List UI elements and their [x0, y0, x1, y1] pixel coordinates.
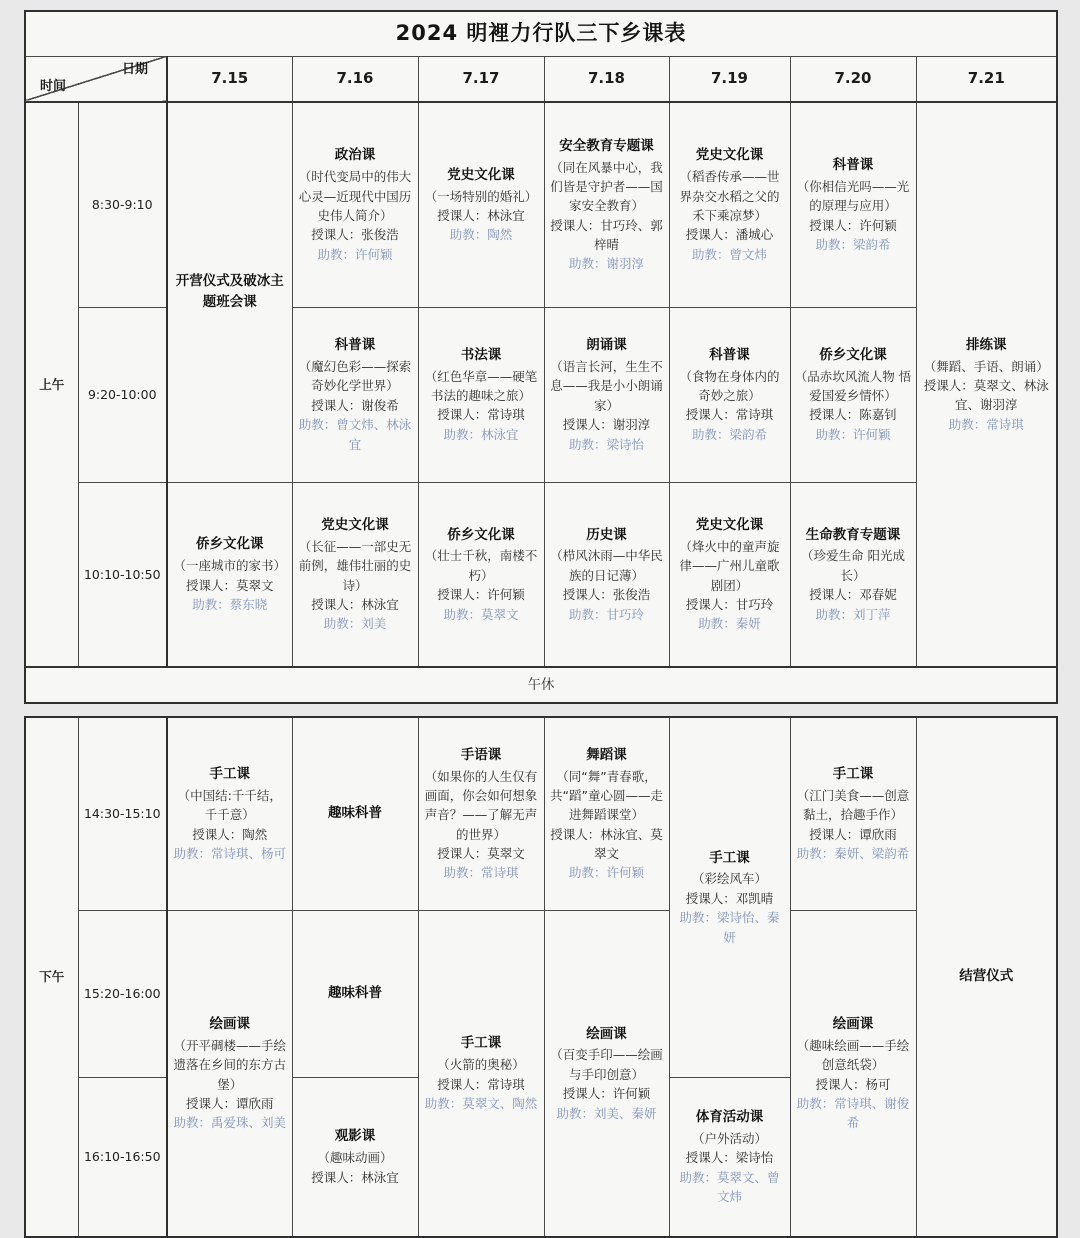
- teacher-line: 授课人：邓春妮: [809, 587, 897, 603]
- class-cell: [167, 910, 292, 1237]
- assistant-line: 助教：谢羽淳: [568, 256, 644, 272]
- class-cell: [669, 717, 790, 1077]
- assistant-line: 助教：梁诗怡: [568, 436, 644, 452]
- assistant-line: 助教：秦妍: [698, 616, 761, 632]
- teacher-line: 授课人：甘巧玲: [685, 596, 774, 612]
- class-title: 结营仪式: [959, 968, 1014, 985]
- class-cell: [418, 307, 544, 482]
- class-title: 生命教育专题课: [805, 526, 901, 543]
- class-cell: [790, 717, 916, 910]
- class-cell: [669, 307, 790, 482]
- assistant-line: 助教：禹爱珠、刘美: [173, 1115, 286, 1131]
- class-topic: （火箭的奥秘）: [437, 1057, 525, 1073]
- class-title: 党史文化课: [695, 147, 764, 164]
- class-title: 侨乡文化课: [196, 536, 264, 553]
- teacher-line: 授课人：陶然: [192, 826, 268, 842]
- teacher-line: 授课人：谭欣雨: [185, 1095, 274, 1111]
- class-title: 体育活动课: [695, 1109, 764, 1126]
- assistant-line: 助教：梁韵希: [691, 426, 767, 442]
- teacher-line: 授课人：许何颖: [437, 587, 525, 603]
- lunch-break-row: 午休: [25, 667, 1057, 703]
- class-topic: （江门美食——创意黏土，拾趣手作）: [796, 787, 910, 823]
- class-topic: （彩绘风车）: [691, 871, 767, 887]
- class-topic: （一场特别的婚礼）: [424, 188, 538, 204]
- class-topic: （开平碉楼——手绘遗落在乡间的东方古堡）: [173, 1037, 286, 1092]
- class-topic: （如果你的人生仅有画面，你会如何想象声音？——了解无声的世界）: [424, 768, 538, 842]
- class-title: 开营仪式及破冰主题班会课: [175, 272, 284, 310]
- class-topic: （同在风暴中心，我们皆是守护者——国家安全教育）: [550, 159, 663, 214]
- time-label: 时间: [40, 78, 67, 94]
- class-cell: [916, 102, 1057, 667]
- teacher-line: 授课人：林泳宜: [311, 596, 399, 612]
- morning-schedule-table: [24, 10, 1058, 704]
- class-topic: （珍爱生命 阳光成长）: [801, 548, 905, 583]
- assistant-line: 助教：甘巧玲: [568, 606, 644, 622]
- day-header: 7.17: [418, 56, 544, 102]
- class-topic: （长征——一部史无前例，雄伟壮丽的史诗）: [298, 538, 412, 593]
- page-title: 2024 明裡力行队三下乡课表: [25, 11, 1057, 56]
- class-cell: [544, 717, 669, 910]
- class-topic: （栉风沐雨—中华民族的日记薄）: [550, 548, 663, 583]
- assistant-line: 助教：梁诗怡、秦妍: [679, 910, 780, 945]
- class-cell: [790, 102, 916, 307]
- assistant-line: 助教：常诗琪、谢俊希: [796, 1095, 910, 1131]
- class-topic: （趣味绘画——手绘创意纸袋）: [796, 1037, 910, 1073]
- teacher-line: 授课人：甘巧玲、郭梓晴: [550, 217, 663, 253]
- class-topic: （魔幻色彩——探索奇妙化学世界）: [298, 359, 412, 394]
- class-title: 历史课: [586, 526, 627, 543]
- class-title: 朗诵课: [586, 337, 627, 354]
- class-topic: （舞蹈、手语、朗诵）: [923, 358, 1049, 374]
- teacher-line: 授课人：张俊浩: [311, 227, 399, 243]
- assistant-line: 助教：蔡东晓: [192, 596, 268, 612]
- class-cell: [544, 307, 669, 482]
- class-cell: [544, 102, 669, 307]
- class-title: 趣味科普: [328, 984, 382, 1001]
- teacher-line: 授课人：邓凯晴: [685, 890, 774, 906]
- class-cell: [418, 910, 544, 1237]
- class-cell: [292, 910, 418, 1077]
- class-title: 党史文化课: [321, 516, 389, 533]
- class-cell: [544, 482, 669, 667]
- class-title: 观影课: [334, 1128, 376, 1145]
- class-topic: （中国结:千千结，千千意）: [177, 787, 282, 823]
- class-title: 排练课: [966, 336, 1007, 353]
- teacher-line: 授课人：许何颖: [809, 217, 897, 233]
- class-cell: [418, 102, 544, 307]
- class-cell: [167, 482, 292, 667]
- assistant-line: 助教：莫翠文、曾文炜: [679, 1169, 780, 1205]
- class-title: 绘画课: [832, 1015, 874, 1032]
- teacher-line: 授课人：莫翠文、林泳宜、谢羽淳: [923, 378, 1049, 413]
- class-cell: [292, 482, 418, 667]
- class-topic: （一座城市的家书）: [173, 558, 286, 574]
- assistant-line: 助教：秦妍、梁韵希: [796, 846, 910, 862]
- day-header: 7.18: [544, 56, 669, 102]
- class-cell: [292, 1077, 418, 1237]
- class-topic: （同“舞”青春歌，共“蹈”童心圆——走进舞蹈课堂）: [550, 768, 663, 823]
- class-topic: （稻香传承——世界杂交水稻之父的禾下乘凉梦）: [679, 169, 780, 224]
- class-title: 侨乡文化课: [447, 526, 515, 543]
- class-topic: （食物在身体内的奇妙之旅）: [679, 368, 780, 404]
- time-slot: 14:30-15:10: [78, 717, 167, 910]
- assistant-line: 助教：常诗琪、杨可: [173, 846, 286, 862]
- time-slot: 16:10-16:50: [78, 1077, 167, 1237]
- class-title: 手工课: [460, 1035, 502, 1052]
- class-title: 科普课: [709, 346, 750, 363]
- day-header: 7.16: [292, 56, 418, 102]
- class-cell: [167, 102, 292, 482]
- date-time-diagonal-header: [25, 56, 167, 102]
- class-title: 书法课: [460, 346, 502, 363]
- assistant-line: 助教：刘美: [323, 616, 387, 632]
- assistant-line: 助教：陶然: [449, 227, 513, 243]
- teacher-line: 授课人：张俊浩: [562, 587, 651, 603]
- class-topic: （户外活动）: [691, 1130, 767, 1146]
- class-title: 科普课: [832, 157, 874, 174]
- assistant-line: 助教：刘美、秦妍: [556, 1105, 657, 1121]
- class-title: 手工课: [209, 766, 250, 783]
- assistant-line: 助教：莫翠文: [443, 606, 519, 622]
- class-title: 安全教育专题课: [559, 137, 654, 154]
- teacher-line: 授课人：梁诗怡: [685, 1150, 774, 1166]
- section-label-morning: 上午: [25, 102, 78, 667]
- assistant-line: 助教：梁韵希: [815, 237, 891, 253]
- teacher-line: 授课人：常诗琪: [437, 407, 525, 423]
- assistant-line: 助教：刘丁萍: [815, 606, 891, 622]
- class-topic: （百变手印——绘画与手印创意）: [550, 1047, 663, 1082]
- time-slot: 8:30-9:10: [78, 102, 167, 307]
- time-slot: 10:10-10:50: [78, 482, 167, 667]
- assistant-line: 助教：许何颖: [815, 426, 891, 442]
- class-title: 科普课: [334, 337, 376, 354]
- class-title: 舞蹈课: [586, 746, 627, 763]
- teacher-line: 授课人：许何颖: [562, 1086, 651, 1102]
- class-title: 政治课: [334, 147, 376, 164]
- teacher-line: 授课人：莫翠文: [185, 577, 274, 593]
- class-cell: [790, 910, 916, 1237]
- class-cell: [916, 717, 1057, 1237]
- class-cell: [669, 102, 790, 307]
- teacher-line: 授课人：莫翠文: [437, 846, 525, 862]
- class-title: 绘画课: [586, 1025, 627, 1042]
- class-topic: （时代变局中的伟大心灵—近现代中国历史伟人简介）: [298, 169, 412, 224]
- class-title: 手工课: [709, 849, 750, 866]
- class-cell: [418, 482, 544, 667]
- teacher-line: 授课人：陈嘉钊: [809, 407, 897, 423]
- class-topic: （壮士千秋，南楼不朽）: [424, 548, 538, 583]
- teacher-line: 授课人：林泳宜: [437, 208, 525, 224]
- assistant-line: 助教：曾文炜、林泳宜: [298, 417, 412, 452]
- date-label: 日期: [121, 61, 148, 77]
- class-topic: （红色华章——硬笔书法的趣味之旅）: [424, 368, 538, 404]
- teacher-line: 授课人：杨可: [815, 1076, 891, 1092]
- class-cell: [167, 717, 292, 910]
- time-slot: 15:20-16:00: [78, 910, 167, 1077]
- table-gap: [24, 704, 1080, 716]
- class-title: 党史文化课: [447, 166, 515, 183]
- class-title: 侨乡文化课: [819, 346, 887, 363]
- class-title: 党史文化课: [695, 516, 764, 533]
- class-cell: [544, 910, 669, 1237]
- time-slot: 9:20-10:00: [78, 307, 167, 482]
- class-topic: （趣味动画）: [317, 1150, 393, 1166]
- section-label-afternoon: 下午: [25, 717, 78, 1237]
- class-topic: （烽火中的童声旋律——广州儿童歌剧团）: [679, 538, 780, 593]
- assistant-line: 助教：许何颖: [317, 246, 393, 262]
- class-topic: （品赤坎风流人物 悟爱国爱乡情怀）: [794, 368, 912, 404]
- class-cell: [669, 1077, 790, 1237]
- day-header: 7.15: [167, 56, 292, 102]
- teacher-line: 授课人：谭欣雨: [809, 826, 897, 842]
- class-topic: （你相信光吗——光的原理与应用）: [796, 178, 910, 214]
- teacher-line: 授课人：谢俊希: [311, 397, 399, 413]
- class-topic: （语言长河，生生不息——我是小小朗诵家）: [550, 359, 663, 413]
- assistant-line: 助教：常诗琪: [948, 416, 1024, 432]
- class-cell: [292, 102, 418, 307]
- class-cell: [790, 307, 916, 482]
- teacher-line: 授课人：常诗琪: [685, 407, 774, 423]
- class-cell: [292, 307, 418, 482]
- teacher-line: 授课人：常诗琪: [437, 1076, 525, 1092]
- assistant-line: 助教：莫翠文、陶然: [424, 1095, 538, 1111]
- day-header: 7.19: [669, 56, 790, 102]
- class-title: 手语课: [460, 746, 502, 763]
- class-cell: [418, 717, 544, 910]
- assistant-line: 助教：曾文炜: [691, 246, 767, 262]
- assistant-line: 助教：常诗琪: [443, 865, 519, 881]
- teacher-line: 授课人：潘城心: [685, 227, 774, 243]
- class-title: 绘画课: [209, 1015, 250, 1032]
- class-title: 手工课: [832, 766, 874, 783]
- class-title: 趣味科普: [328, 804, 382, 821]
- teacher-line: 授课人：林泳宜、莫翠文: [550, 826, 663, 862]
- class-cell: [292, 717, 418, 910]
- afternoon-schedule-table: [24, 716, 1058, 1238]
- assistant-line: 助教：林泳宜: [443, 426, 519, 442]
- teacher-line: 授课人：林泳宜: [311, 1169, 399, 1185]
- class-cell: [790, 482, 916, 667]
- teacher-line: 授课人：谢羽淳: [562, 417, 651, 433]
- assistant-line: 助教：许何颖: [568, 865, 644, 881]
- day-header: 7.20: [790, 56, 916, 102]
- day-header: 7.21: [916, 56, 1057, 102]
- class-cell: [669, 482, 790, 667]
